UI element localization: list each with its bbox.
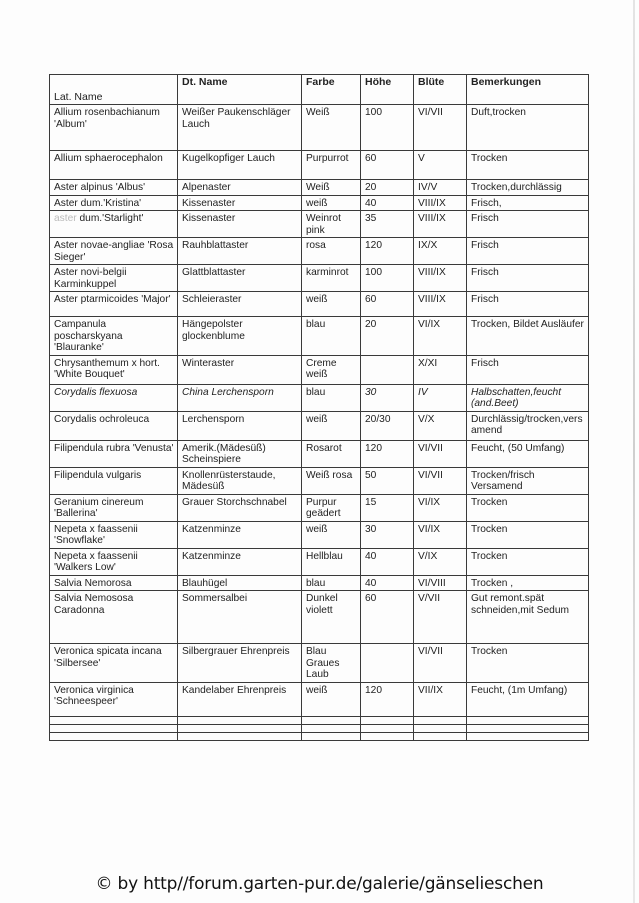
header-bluete: Blüte [414, 75, 467, 105]
lat-name-cell: Aster ptarmicoides 'Major' [50, 292, 178, 317]
dt-name-cell: Blauhügel [178, 575, 302, 591]
bemerkungen-cell: Trocken [467, 644, 589, 683]
empty-cell [178, 724, 302, 732]
dt-name-cell: Glattblattaster [178, 265, 302, 292]
bluete-cell: IV/V [414, 180, 467, 196]
table-row [50, 238, 589, 265]
table-row [50, 575, 589, 591]
dt-name-cell: Grauer Storchschnabel [178, 494, 302, 521]
empty-cell [302, 724, 361, 732]
lat-name-cell: Salvia Nemososa Caradonna [50, 591, 178, 644]
lat-name-cell: Filipendula rubra 'Venusta' [50, 440, 178, 467]
farbe-cell: karminrot [302, 265, 361, 292]
lat-name-cell: Corydalis ochroleuca [50, 411, 178, 440]
farbe-cell: weiß [302, 292, 361, 317]
farbe-cell: Weiß [302, 105, 361, 151]
farbe-cell: Purpur geädert [302, 494, 361, 521]
empty-cell [414, 732, 467, 740]
hoehe-cell: 20/30 [361, 411, 414, 440]
table-row [50, 355, 589, 384]
bemerkungen-cell: Frisch [467, 211, 589, 238]
dt-name-cell: Amerik.(Mädesüß) Scheinspiere [178, 440, 302, 467]
hoehe-cell: 20 [361, 317, 414, 356]
bemerkungen-cell: Trocken [467, 494, 589, 521]
bemerkungen-cell: Trocken [467, 151, 589, 180]
table-row [50, 644, 589, 683]
hoehe-cell: 60 [361, 591, 414, 644]
lat-name-cell: Aster novae-angliae 'Rosa Sieger' [50, 238, 178, 265]
table-row [50, 591, 589, 644]
bemerkungen-cell: Trocken , [467, 575, 589, 591]
farbe-cell: Weiß rosa [302, 467, 361, 494]
bemerkungen-cell: Frisch [467, 238, 589, 265]
hoehe-cell: 40 [361, 548, 414, 575]
empty-cell [178, 716, 302, 724]
farbe-cell: Dunkel violett [302, 591, 361, 644]
hoehe-cell: 120 [361, 682, 414, 716]
bemerkungen-cell: Durchlässig/trocken,versamend [467, 411, 589, 440]
hoehe-cell: 40 [361, 195, 414, 211]
farbe-cell: blau [302, 384, 361, 411]
empty-cell [50, 716, 178, 724]
hoehe-cell: 15 [361, 494, 414, 521]
watermark-footer: © by http//forum.garten-pur.de/galerie/gänselieschen [95, 874, 544, 894]
empty-cell [414, 716, 467, 724]
empty-cell [361, 732, 414, 740]
lat-name-cell: Campanula poscharskyana 'Blauranke' [50, 317, 178, 356]
table-row [50, 467, 589, 494]
bluete-cell: VI/VIII [414, 575, 467, 591]
dt-name-cell: Katzenminze [178, 521, 302, 548]
hoehe-cell [361, 355, 414, 384]
dt-name-cell: Rauhblattaster [178, 238, 302, 265]
dt-name-cell: Sommersalbei [178, 591, 302, 644]
table-row [50, 195, 589, 211]
bluete-cell: VI/IX [414, 521, 467, 548]
dt-name-cell: China Lerchensporn [178, 384, 302, 411]
empty-cell [302, 716, 361, 724]
dt-name-cell: Silbergrauer Ehrenpreis [178, 644, 302, 683]
farbe-cell: weiß [302, 411, 361, 440]
farbe-cell: Rosarot [302, 440, 361, 467]
bluete-cell: VI/IX [414, 494, 467, 521]
lat-name-cell: Filipendula vulgaris [50, 467, 178, 494]
header-dt-name: Dt. Name [178, 75, 302, 105]
bluete-cell: V/IX [414, 548, 467, 575]
dt-name-cell: Knollenrüsterstaude, Mädesüß [178, 467, 302, 494]
lat-name-cell: Veronica spicata incana 'Silbersee' [50, 644, 178, 683]
faded-text: aster [54, 213, 77, 224]
farbe-cell: weiß [302, 195, 361, 211]
bluete-cell: VI/VII [414, 467, 467, 494]
farbe-cell: Purpurrot [302, 151, 361, 180]
farbe-cell: Blau Graues Laub [302, 644, 361, 683]
farbe-cell: blau [302, 575, 361, 591]
lat-name-cell: Allium rosenbachianum 'Album' [50, 105, 178, 151]
bemerkungen-cell: Halbschatten,feucht (and.Beet) [467, 384, 589, 411]
bluete-cell: VI/VII [414, 644, 467, 683]
hoehe-cell: 60 [361, 292, 414, 317]
bemerkungen-cell: Frisch [467, 265, 589, 292]
lat-name-cell: Aster novi-belgii Karminkuppel [50, 265, 178, 292]
bluete-cell: IV [414, 384, 467, 411]
hoehe-cell: 100 [361, 105, 414, 151]
bluete-cell: VI/VII [414, 440, 467, 467]
hoehe-cell: 60 [361, 151, 414, 180]
bemerkungen-cell: Frisch [467, 292, 589, 317]
dt-name-cell: Kissenaster [178, 211, 302, 238]
bemerkungen-cell: Trocken/frisch Versamend [467, 467, 589, 494]
bemerkungen-cell: Trocken [467, 548, 589, 575]
lat-name-cell [50, 211, 178, 238]
hoehe-cell: 120 [361, 238, 414, 265]
header-lat-name: Lat. Name [50, 75, 178, 105]
hoehe-cell: 50 [361, 467, 414, 494]
hoehe-cell: 30 [361, 384, 414, 411]
dt-name-cell: Katzenminze [178, 548, 302, 575]
bluete-cell: V/VII [414, 591, 467, 644]
bluete-cell: VI/IX [414, 317, 467, 356]
table-row [50, 548, 589, 575]
empty-cell [414, 724, 467, 732]
table-row [50, 521, 589, 548]
header-farbe: Farbe [302, 75, 361, 105]
table-row [50, 265, 589, 292]
hoehe-cell: 20 [361, 180, 414, 196]
farbe-cell: Weinrot pink [302, 211, 361, 238]
lat-name-cell: Corydalis flexuosa [50, 384, 178, 411]
empty-cell [50, 732, 178, 740]
bluete-cell: IX/X [414, 238, 467, 265]
empty-cell [50, 724, 178, 732]
plant-table [49, 74, 589, 741]
lat-name-text: dum.'Starlight' [76, 213, 144, 224]
dt-name-cell: Hängepolster glockenblume [178, 317, 302, 356]
lat-name-cell: Salvia Nemorosa [50, 575, 178, 591]
bemerkungen-cell: Duft,trocken [467, 105, 589, 151]
farbe-cell: rosa [302, 238, 361, 265]
table-row [50, 494, 589, 521]
bluete-cell: VII/IX [414, 682, 467, 716]
dt-name-cell: Winteraster [178, 355, 302, 384]
farbe-cell: weiß [302, 521, 361, 548]
table-row [50, 384, 589, 411]
lat-name-cell: Aster alpinus 'Albus' [50, 180, 178, 196]
page-edge-shadow [633, 0, 635, 903]
empty-cell [361, 724, 414, 732]
farbe-cell: blau [302, 317, 361, 356]
empty-cell [467, 724, 589, 732]
bluete-cell: X/XI [414, 355, 467, 384]
hoehe-cell: 35 [361, 211, 414, 238]
empty-row [50, 724, 589, 732]
lat-name-cell: Nepeta x faassenii 'Snowflake' [50, 521, 178, 548]
lat-name-cell: Aster dum.'Kristina' [50, 195, 178, 211]
bluete-cell: VI/VII [414, 105, 467, 151]
bemerkungen-cell: Trocken [467, 521, 589, 548]
bemerkungen-cell: Frisch, [467, 195, 589, 211]
lat-name-cell: Veronica virginica 'Schneespeer' [50, 682, 178, 716]
hoehe-cell: 40 [361, 575, 414, 591]
empty-cell [467, 732, 589, 740]
lat-name-cell: Geranium cinereum 'Ballerina' [50, 494, 178, 521]
farbe-cell: weiß [302, 682, 361, 716]
lat-name-cell: Allium sphaerocephalon [50, 151, 178, 180]
hoehe-cell: 100 [361, 265, 414, 292]
table-row [50, 292, 589, 317]
table-row [50, 682, 589, 716]
bluete-cell: V [414, 151, 467, 180]
bluete-cell: VIII/IX [414, 211, 467, 238]
bemerkungen-cell: Feucht, (50 Umfang) [467, 440, 589, 467]
farbe-cell: Hellblau [302, 548, 361, 575]
header-hoehe: Höhe [361, 75, 414, 105]
hoehe-cell: 30 [361, 521, 414, 548]
bemerkungen-cell: Trocken, Bildet Ausläufer [467, 317, 589, 356]
dt-name-cell: Weißer Paukenschläger Lauch [178, 105, 302, 151]
lat-name-cell: Nepeta x faassenii 'Walkers Low' [50, 548, 178, 575]
empty-cell [467, 716, 589, 724]
empty-cell [302, 732, 361, 740]
table-row [50, 411, 589, 440]
bemerkungen-cell: Feucht, (1m Umfang) [467, 682, 589, 716]
bemerkungen-cell: Gut remont.spät schneiden,mit Sedum [467, 591, 589, 644]
table-row [50, 440, 589, 467]
table-header-row [50, 75, 589, 105]
table-body [50, 105, 589, 741]
table-row [50, 180, 589, 196]
table-row [50, 317, 589, 356]
bemerkungen-cell: Trocken,durchlässig [467, 180, 589, 196]
farbe-cell: Weiß [302, 180, 361, 196]
table-row [50, 211, 589, 238]
dt-name-cell: Schleieraster [178, 292, 302, 317]
bluete-cell: VIII/IX [414, 265, 467, 292]
dt-name-cell: Kissenaster [178, 195, 302, 211]
lat-name-cell: Chrysanthemum x hort. 'White Bouquet' [50, 355, 178, 384]
bluete-cell: VIII/IX [414, 195, 467, 211]
bemerkungen-cell: Frisch [467, 355, 589, 384]
empty-cell [178, 732, 302, 740]
dt-name-cell: Kandelaber Ehrenpreis [178, 682, 302, 716]
farbe-cell: Creme weiß [302, 355, 361, 384]
hoehe-cell: 120 [361, 440, 414, 467]
dt-name-cell: Kugelkopfiger Lauch [178, 151, 302, 180]
dt-name-cell: Alpenaster [178, 180, 302, 196]
table-row [50, 151, 589, 180]
dt-name-cell: Lerchensporn [178, 411, 302, 440]
header-bemerkungen: Bemerkungen [467, 75, 589, 105]
bluete-cell: V/X [414, 411, 467, 440]
empty-row [50, 716, 589, 724]
hoehe-cell [361, 644, 414, 683]
empty-cell [361, 716, 414, 724]
table-row [50, 105, 589, 151]
bluete-cell: VIII/IX [414, 292, 467, 317]
empty-row [50, 732, 589, 740]
